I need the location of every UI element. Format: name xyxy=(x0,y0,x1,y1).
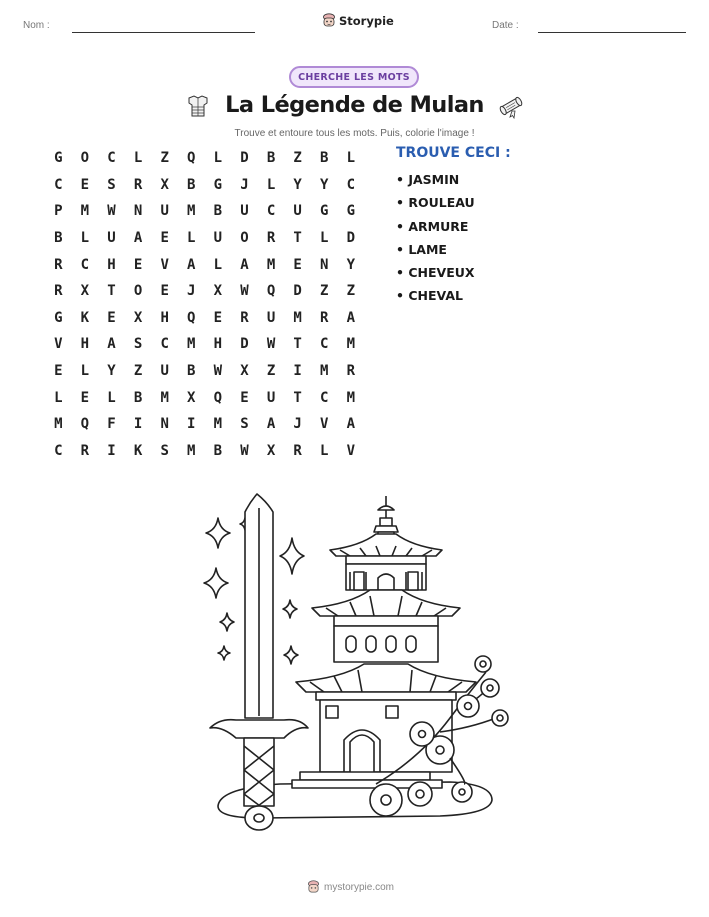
grid-letter[interactable]: L xyxy=(213,256,223,273)
grid-letter[interactable]: U xyxy=(293,203,302,220)
grid-letter[interactable]: H xyxy=(80,336,90,353)
grid-letter[interactable]: G xyxy=(54,150,63,167)
grid-letter[interactable]: C xyxy=(54,176,63,193)
grid-letter[interactable]: N xyxy=(320,256,329,273)
grid-letter[interactable]: C xyxy=(346,176,356,193)
grid-letter[interactable]: R xyxy=(293,442,302,459)
word-list-item: • JASMIN xyxy=(396,172,460,187)
grid-letter[interactable]: L xyxy=(107,389,116,406)
grid-letter[interactable]: I xyxy=(293,363,302,380)
grid-letter[interactable]: Z xyxy=(293,150,302,167)
grid-letter[interactable]: U xyxy=(160,203,169,220)
name-line xyxy=(72,32,255,33)
grid-letter[interactable]: J xyxy=(293,416,302,433)
grid-letter[interactable]: U xyxy=(266,309,276,326)
grid-letter[interactable]: G xyxy=(213,176,223,193)
word-list-item: • ARMURE xyxy=(396,218,469,234)
footer xyxy=(307,880,394,894)
word-list-item: • LAME xyxy=(396,241,447,257)
grid-letter[interactable]: B xyxy=(54,230,63,247)
instructions: Trouve et entoure tous les mots. Puis, colorie l'image ! xyxy=(234,128,475,139)
grid-letter[interactable]: X xyxy=(160,176,169,193)
grid-letter[interactable]: Z xyxy=(320,283,329,300)
grid-letter[interactable]: C xyxy=(320,336,329,353)
grid-letter[interactable]: R xyxy=(266,230,276,247)
grid-letter[interactable]: G xyxy=(54,309,63,326)
grid-row xyxy=(45,305,364,332)
grid-letter[interactable]: C xyxy=(54,442,63,459)
grid-letter[interactable]: E xyxy=(107,309,116,326)
grid-letter[interactable]: A xyxy=(107,336,116,353)
grid-letter[interactable]: X xyxy=(80,283,90,300)
grid-letter[interactable]: I xyxy=(187,416,196,433)
grid-letter[interactable]: E xyxy=(293,256,302,273)
mulan-illustration xyxy=(200,488,520,838)
grid-letter[interactable]: L xyxy=(187,230,196,247)
grid-letter[interactable]: R xyxy=(54,283,63,300)
grid-letter[interactable]: S xyxy=(107,176,116,193)
grid-letter[interactable]: S xyxy=(133,336,143,353)
grid-row xyxy=(45,411,364,438)
grid-letter[interactable]: H xyxy=(213,336,223,353)
grid-letter[interactable]: E xyxy=(213,309,223,326)
grid-letter[interactable]: A xyxy=(187,256,196,273)
grid-letter[interactable]: I xyxy=(107,442,116,459)
grid-letter[interactable]: E xyxy=(54,363,63,380)
grid-letter[interactable]: J xyxy=(240,176,249,193)
grid-letter[interactable]: L xyxy=(346,150,356,167)
grid-letter[interactable]: Z xyxy=(346,283,356,300)
grid-letter[interactable]: P xyxy=(54,203,63,220)
name-label: Nom : xyxy=(23,20,50,31)
grid-letter[interactable]: R xyxy=(54,256,63,273)
date-label: Date : xyxy=(492,20,519,31)
grid-letter[interactable]: E xyxy=(80,176,90,193)
grid-letter[interactable]: L xyxy=(54,389,63,406)
grid-letter[interactable]: T xyxy=(293,230,302,247)
grid-row xyxy=(45,331,364,358)
grid-letter[interactable]: R xyxy=(133,176,143,193)
grid-letter[interactable]: N xyxy=(133,203,143,220)
grid-letter[interactable]: M xyxy=(213,416,223,433)
grid-row xyxy=(45,251,364,278)
grid-letter[interactable]: W xyxy=(240,442,249,459)
grid-letter[interactable]: X xyxy=(240,363,249,380)
grid-letter[interactable]: V xyxy=(160,256,169,273)
word-search-grid xyxy=(45,145,364,464)
grid-letter[interactable]: M xyxy=(266,256,276,273)
grid-letter[interactable]: H xyxy=(107,256,116,273)
grid-letter[interactable]: Q xyxy=(213,389,223,406)
grid-letter[interactable]: U xyxy=(266,389,276,406)
grid-letter[interactable]: A xyxy=(266,416,276,433)
grid-letter[interactable]: K xyxy=(80,309,90,326)
grid-letter[interactable]: M xyxy=(187,336,196,353)
grid-letter[interactable]: R xyxy=(320,309,329,326)
grid-letter[interactable]: Z xyxy=(160,150,169,167)
grid-row xyxy=(45,358,364,385)
grid-letter[interactable]: W xyxy=(266,336,276,353)
grid-letter[interactable]: Z xyxy=(266,363,276,380)
grid-letter[interactable]: L xyxy=(266,176,276,193)
grid-letter[interactable]: B xyxy=(187,363,196,380)
grid-letter[interactable]: C xyxy=(107,150,116,167)
grid-letter[interactable]: M xyxy=(187,203,196,220)
grid-letter[interactable]: O xyxy=(240,230,249,247)
grid-letter[interactable]: L xyxy=(80,230,90,247)
grid-letter[interactable]: H xyxy=(160,309,169,326)
grid-letter[interactable]: E xyxy=(160,283,169,300)
grid-row xyxy=(45,225,364,252)
page-title: La Légende de Mulan xyxy=(225,92,484,118)
grid-letter[interactable]: V xyxy=(320,416,329,433)
grid-letter[interactable]: D xyxy=(240,336,249,353)
grid-letter[interactable]: J xyxy=(187,283,196,300)
grid-letter[interactable]: O xyxy=(133,283,143,300)
grid-letter[interactable]: M xyxy=(346,336,356,353)
armor-icon xyxy=(185,93,211,119)
storypie-mascot-icon xyxy=(322,13,336,28)
grid-letter[interactable]: T xyxy=(293,336,302,353)
grid-letter[interactable]: B xyxy=(320,150,329,167)
grid-letter[interactable]: W xyxy=(213,363,223,380)
grid-letter[interactable]: M xyxy=(54,416,63,433)
grid-letter[interactable]: Y xyxy=(320,176,329,193)
grid-row xyxy=(45,145,364,172)
grid-letter[interactable]: U xyxy=(160,363,169,380)
grid-letter[interactable]: X xyxy=(266,442,276,459)
grid-letter[interactable]: Q xyxy=(187,309,196,326)
word-list xyxy=(396,172,475,312)
grid-letter[interactable]: Q xyxy=(266,283,276,300)
grid-letter[interactable]: B xyxy=(133,389,143,406)
grid-letter[interactable]: S xyxy=(160,442,169,459)
footer-url[interactable]: mystorypie.com xyxy=(324,881,395,893)
grid-row xyxy=(45,172,364,199)
grid-letter[interactable]: U xyxy=(213,230,223,247)
grid-letter[interactable]: B xyxy=(266,150,276,167)
grid-letter[interactable]: B xyxy=(213,442,223,459)
brand-name: Storypie xyxy=(339,13,394,28)
grid-letter[interactable]: W xyxy=(240,283,249,300)
grid-letter[interactable]: Y xyxy=(107,363,116,380)
grid-letter[interactable]: M xyxy=(160,389,169,406)
grid-letter[interactable]: G xyxy=(346,203,356,220)
grid-letter[interactable]: Q xyxy=(80,416,90,433)
grid-letter[interactable]: E xyxy=(80,389,90,406)
grid-letter[interactable]: M xyxy=(80,203,90,220)
grid-letter[interactable]: D xyxy=(346,230,356,247)
grid-letter[interactable]: D xyxy=(293,283,302,300)
grid-letter[interactable]: T xyxy=(293,389,302,406)
grid-row xyxy=(45,438,364,465)
brand xyxy=(322,13,394,28)
grid-letter[interactable]: Q xyxy=(187,150,196,167)
grid-letter[interactable]: M xyxy=(320,363,329,380)
grid-letter[interactable]: L xyxy=(320,442,329,459)
grid-letter[interactable]: E xyxy=(160,230,169,247)
grid-letter[interactable]: X xyxy=(133,309,143,326)
grid-letter[interactable]: B xyxy=(187,176,196,193)
grid-row xyxy=(45,384,364,411)
grid-letter[interactable]: G xyxy=(320,203,329,220)
grid-letter[interactable]: E xyxy=(133,256,143,273)
grid-letter[interactable]: U xyxy=(107,230,116,247)
grid-letter[interactable]: D xyxy=(240,150,249,167)
grid-letter[interactable]: L xyxy=(213,150,223,167)
grid-letter[interactable]: I xyxy=(133,416,143,433)
grid-letter[interactable]: L xyxy=(80,363,90,380)
grid-letter[interactable]: W xyxy=(107,203,116,220)
storypie-mascot-icon xyxy=(307,880,320,894)
grid-letter[interactable]: R xyxy=(80,442,90,459)
grid-letter[interactable]: E xyxy=(240,389,249,406)
grid-letter[interactable]: F xyxy=(107,416,116,433)
find-title: TROUVE CECI : xyxy=(396,145,511,161)
grid-letter[interactable]: M xyxy=(187,442,196,459)
grid-row xyxy=(45,198,364,225)
grid-letter[interactable]: B xyxy=(213,203,223,220)
grid-letter[interactable]: A xyxy=(240,256,249,273)
grid-letter[interactable]: N xyxy=(160,416,169,433)
grid-letter[interactable]: C xyxy=(266,203,276,220)
grid-letter[interactable]: K xyxy=(133,442,143,459)
grid-letter[interactable]: Z xyxy=(133,363,143,380)
grid-letter[interactable]: L xyxy=(320,230,329,247)
grid-letter[interactable]: A xyxy=(346,416,356,433)
grid-letter[interactable]: T xyxy=(107,283,116,300)
date-line xyxy=(538,32,686,33)
grid-letter[interactable]: Y xyxy=(346,256,356,273)
grid-letter[interactable]: C xyxy=(160,336,169,353)
grid-letter[interactable]: X xyxy=(213,283,223,300)
word-list-item: • CHEVEUX xyxy=(396,265,475,281)
grid-letter[interactable]: L xyxy=(133,150,143,167)
grid-letter[interactable]: S xyxy=(240,416,249,433)
word-list-item: • CHEVAL xyxy=(396,288,463,304)
grid-letter[interactable]: C xyxy=(80,256,90,273)
grid-letter[interactable]: C xyxy=(320,389,329,406)
grid-letter[interactable]: V xyxy=(346,442,356,459)
grid-letter[interactable]: A xyxy=(133,230,143,247)
grid-letter[interactable]: R xyxy=(346,363,356,380)
grid-letter[interactable]: A xyxy=(346,309,356,326)
grid-letter[interactable]: O xyxy=(80,150,90,167)
word-list-item: • ROULEAU xyxy=(396,195,475,211)
grid-letter[interactable]: Y xyxy=(293,176,302,193)
grid-row xyxy=(45,278,364,305)
grid-letter[interactable]: R xyxy=(240,309,249,326)
grid-letter[interactable]: U xyxy=(240,203,249,220)
grid-letter[interactable]: M xyxy=(346,389,356,406)
grid-letter[interactable]: V xyxy=(54,336,63,353)
scroll-icon xyxy=(497,93,525,119)
activity-badge: CHERCHE LES MOTS xyxy=(289,66,419,88)
grid-letter[interactable]: X xyxy=(187,389,196,406)
grid-letter[interactable]: M xyxy=(293,309,302,326)
